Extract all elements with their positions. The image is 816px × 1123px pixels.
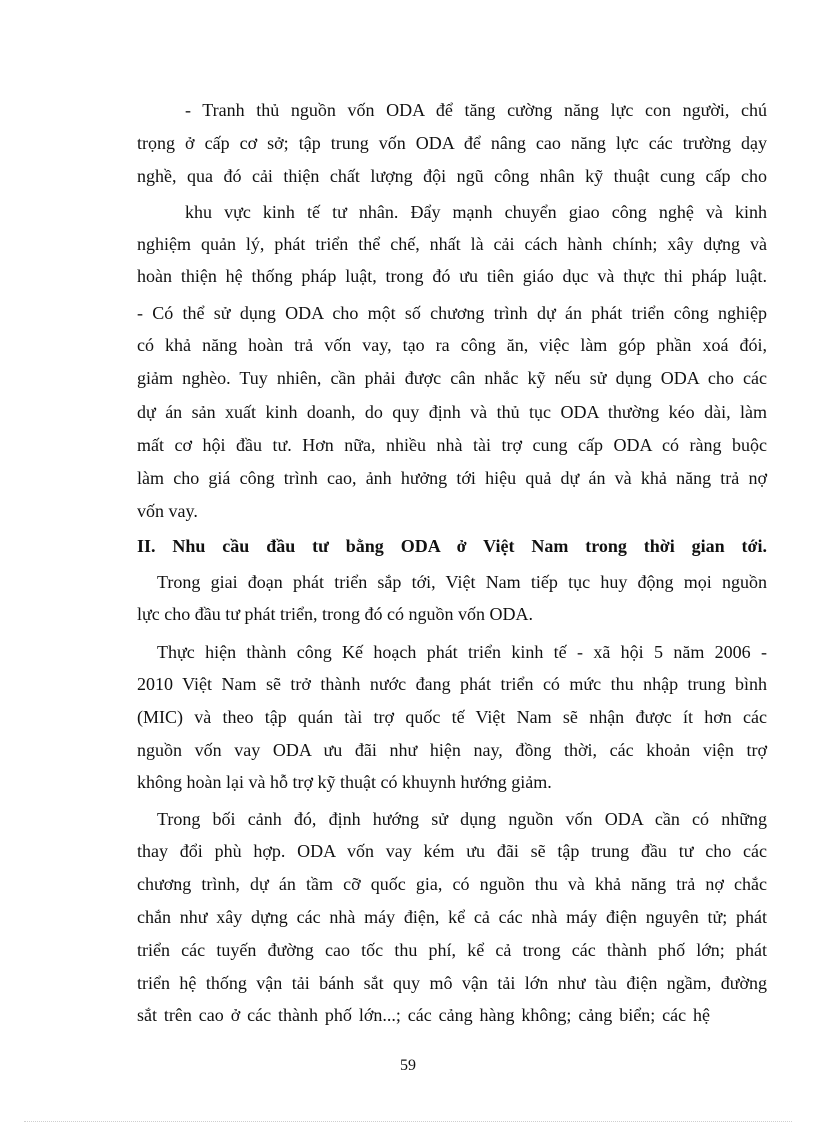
page-number: 59	[400, 1057, 416, 1074]
text-line: - Tranh thủ nguồn vốn ODA để tăng cường năng lực con người, chú	[185, 100, 767, 120]
text-line: dự án sản xuất kinh doanh, do quy định và thủ tục ODA thường kéo dài, làm	[137, 402, 767, 422]
text-line: mất cơ hội đầu tư. Hơn nữa, nhiều nhà tài trợ cung cấp ODA có ràng buộc	[137, 435, 767, 455]
text-line: thay đổi phù hợp. ODA vốn vay kém ưu đãi sẽ tập trung đầu tư cho các	[137, 841, 767, 861]
text-line: giảm nghèo. Tuy nhiên, cần phải được cân nhắc kỹ nếu sử dụng ODA cho các	[137, 368, 767, 388]
text-line: nghề, qua đó cải thiện chất lượng đội ngũ công nhân kỹ thuật cung cấp cho	[137, 166, 767, 186]
text-line: Thực hiện thành công Kế hoạch phát triển kinh tế - xã hội 5 năm 2006 -	[157, 642, 767, 662]
section-heading: II. Nhu cầu đầu tư bằng ODA ở Việt Nam trong thời gian tới.	[137, 536, 767, 556]
text-line: lực cho đầu tư phát triển, trong đó có nguồn vốn ODA.	[137, 604, 533, 624]
text-line: không hoàn lại và hỗ trợ kỹ thuật có khuynh hướng giảm.	[137, 772, 552, 792]
text-line: vốn vay.	[137, 501, 198, 521]
text-line: - Có thể sử dụng ODA cho một số chương trình dự án phát triển công nghiệp	[137, 303, 767, 323]
text-line: chương trình, dự án tầm cỡ quốc gia, có nguồn thu và khả năng trả nợ chắc	[137, 874, 767, 894]
text-line: làm cho giá công trình cao, ảnh hưởng tới hiệu quả dự án và khả năng trả nợ	[137, 468, 767, 488]
text-line: sắt trên cao ở các thành phố lớn...; các cảng hàng không; cảng biển; các hệ	[137, 1005, 710, 1025]
text-line: Trong bối cảnh đó, định hướng sử dụng nguồn vốn ODA cần có những	[157, 809, 767, 829]
page-bottom-rule	[24, 1121, 792, 1122]
text-line: hoàn thiện hệ thống pháp luật, trong đó ưu tiên giáo dục và thực thi pháp luật.	[137, 266, 767, 286]
text-line: nguồn vốn vay ODA ưu đãi như hiện nay, đồng thời, các khoản viện trợ	[137, 740, 767, 760]
text-line: trọng ở cấp cơ sở; tập trung vốn ODA để nâng cao năng lực các trường dạy	[137, 133, 767, 153]
text-line: triển các tuyến đường cao tốc thu phí, kể cả trong các thành phố lớn; phát	[137, 940, 767, 960]
text-line: Trong giai đoạn phát triển sắp tới, Việt Nam tiếp tục huy động mọi nguồn	[157, 572, 767, 592]
text-line: khu vực kinh tế tư nhân. Đẩy mạnh chuyển giao công nghệ và kinh	[185, 202, 767, 222]
text-line: có khả năng hoàn trả vốn vay, tạo ra công ăn, việc làm góp phần xoá đói,	[137, 335, 767, 355]
text-line: nghiệm quản lý, phát triển thể chế, nhất là cải cách hành chính; xây dựng và	[137, 234, 767, 254]
text-line: (MIC) và theo tập quán tài trợ quốc tế Việt Nam sẽ nhận được ít hơn các	[137, 707, 767, 727]
text-line: triển hệ thống vận tải bánh sắt quy mô vận tải lớn như tàu điện ngầm, đường	[137, 973, 767, 993]
text-line: 2010 Việt Nam sẽ trở thành nước đang phát triển có mức thu nhập trung bình	[137, 674, 767, 694]
text-line: chắn như xây dựng các nhà máy điện, kể cả các nhà máy điện nguyên tử; phát	[137, 907, 767, 927]
